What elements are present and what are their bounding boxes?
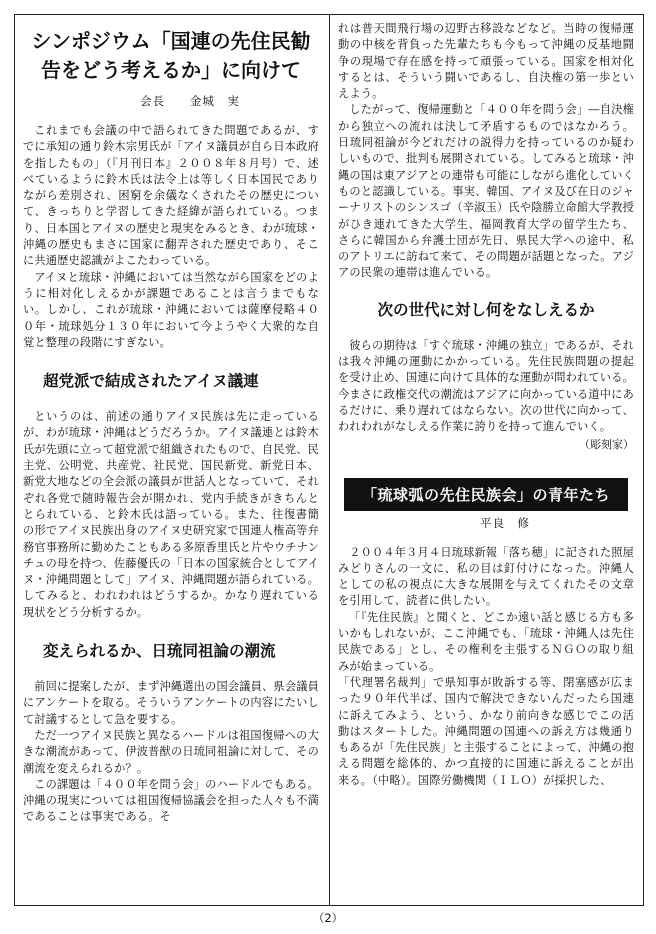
author-name: 金城 実 (189, 94, 240, 108)
page-number: （2） (312, 911, 344, 925)
author-affiliation: （彫刻家） (579, 437, 634, 451)
right-column (338, 21, 634, 789)
paragraph-7: したがって、復帰運動と「４００年を問う会」―自決権から独立への流れは決して矛盾するものではなかろう。日琉同祖論が今どれだけの説得力を持っているのか疑わしいもので、批判も展開されている。してみると琉球・沖縄の国は東アジアとの連帯も可能にしながら進化していくものと認識している。事実、韓国、アイヌ及び在日のジャーナリストのシンスゴ（辛淑玉）氏や陰勝立命館大学教授がひき連れてきた大学生、福岡教育大学の留学生たち、さらに韓国から弁護士団が先日、県民大学への途中、私のアトリエに訪ねて来て、その問題が話題となった。アジアの民衆の連帯は進んでいる。 (338, 103, 634, 280)
paragraph-9: ２００４年３月４日琉球新報「落ち穂」に記された照屋みどりさんの一文に、私の目は釘付けになった。沖縄人としての私の視点に大きな展開を与えてくれたその文章を引用して、読者に供したい。 (338, 545, 634, 608)
author-byline (61, 93, 319, 109)
paragraph-3: というのは、前述の通りアイヌ民族は先に走っているが、わが琉球・沖縄はどうだろうか。アイヌ議連とは鈴木氏が先頭に立って超党派で組織されたもので、自民党、民主党、公明党、共産党、社民党、国民新党、新党日本、新党大地などの全会派の議員が世話人となっていて、それぞれ各党で随時報告会が開かれ、党内手続きがきちんととられている、と鈴木氏は語っている。また、往復書簡の形でアイヌ民族出身のアイヌ史研究家で国連人権高等弁務官事務所に勤めたこともある多原香里氏と片やウチナンチュの母を持つ、佐藤優氏の「日本の国家統合としてアイヌ・沖縄問題として」アイヌ、沖縄問題が語られている。してみると、われわれはどうするか。かなり遅れている現状をどう分析するか。 (23, 410, 319, 619)
newsletter-page (14, 14, 644, 906)
column-divider (329, 15, 330, 905)
section-heading-next-generation: 次の世代に対し何をなしえるか (377, 300, 595, 319)
section-heading-common-ancestry: 変えられるか、日琉同祖論の潮流 (43, 642, 276, 661)
article-title-line1: シンポジウム「国連の先住民勧 (31, 29, 311, 53)
section-heading-ainu-caucus: 超党派で結成されたアイヌ議連 (43, 372, 259, 391)
paragraph-8: 彼らの期待は「すぐ琉球・沖縄の独立」であるが、それは我々沖縄の運動にかかっている。先住民族問題の提起を受け止め、国連に向けて具体的な運動が問われている。今まさに政権交代の潮流はアジアに向かっている道中にあるだけに、乗り遅れてはならない。次の世代に向かって、われわれがなしえる作業に誇りを持って進んでいく。 (338, 338, 634, 434)
paragraph-continued: れは普天間飛行場の辺野古移設などなど。当時の復帰運動の中核を背負った先輩たちも今もって沖縄の反基地闘争の現場で存在感を持って頑張っている。国家を相対化するとは、そういう闘いであるし、自決権の第一歩といえよう。 (338, 22, 634, 101)
author-name-2: 平良 修 (480, 515, 530, 530)
author-role: 会長 (140, 94, 166, 108)
left-column (23, 21, 319, 826)
paragraph-10: 「『先住民族』と聞くと、どこか遠い話と感じる方も多いかもしれないが、ここ沖縄でも、「琉球・沖縄人は先住民族である」とし、その権利を主張するＮＧＯの取り組みが始まっている。 (338, 610, 634, 673)
article-title (23, 27, 319, 85)
article-title-line2: 告をどう考えるか」に向けて (41, 58, 301, 82)
paragraph-11: 「代理署名裁判」で県知事が敗訴する等、閉塞感が広まった９０年代半ば、国内で解決できないんだったら国連に訴えてみよう、という、かなり前向きな感じでこの活動はスタートした。沖縄問題の国連への訴え方は幾通りもあるが「先住民族」と主張することによって、沖縄の抱える問題を総体的、かつ直接的に国連に訴えることが出来る。（中略）。国際労働機関（ＩＬＯ）が採択した、 (338, 675, 634, 787)
paragraph-1: これまでも会議の中で語られてきた問題であるが、すでに承知の通り鈴木宗男氏が「アイヌ議員が自ら日本政府を指したもの」（『月刊日本』２００８年８月号）で、述べているように鈴木氏は法令上は等しく日本国民でありながら差別され、困窮を余儀なくされたその歴史について、きっちりと学習してきた経緯が語られている。つまり、日本国とアイヌの歴史と現実をみるとき、わが琉球・沖縄の歴史もまさに国家に翻弄された歴史であり、そこに共通歴史認識がよこたわっている。 (23, 124, 319, 268)
paragraph-2: アイヌと琉球・沖縄においては当然ながら国家をどのように相対化しえるかが課題であることは言うまでもない。しかし、これが琉球・沖縄においては薩摩侵略４００年・琉球処分１３０年において今ようやく大衆的な自覚と整理の段階にすぎない。 (23, 270, 319, 349)
paragraph-6: この課題は「４００年を問う会」のハードルでもある。沖縄の現実については祖国復帰協議会を担った人々も不満であることは事実である。そ (23, 777, 319, 824)
paragraph-5: ただ一つアイヌ民族と異なるハードルは祖国復帰への大きな潮流があって、伊波普猷の日琉同祖論に対して、その潮流を変えられるか？。 (23, 728, 319, 775)
article-banner-title: 「琉球弧の先住民族会」の青年たち (344, 478, 628, 511)
paragraph-4: 前回に提案したが、まず沖縄選出の国会議員、県会議員にアンケートを取る。そういうアンケートの内容にたいして討議するとして急を要する。 (23, 680, 319, 726)
author-byline-2 (376, 515, 634, 531)
